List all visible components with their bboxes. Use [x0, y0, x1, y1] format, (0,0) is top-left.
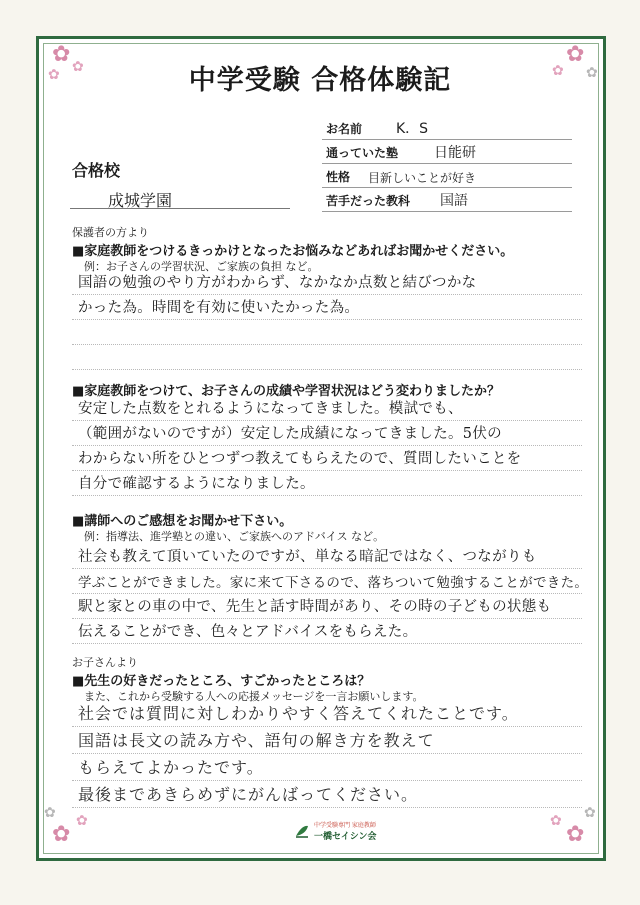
guardian-intro: 保護者の方より — [72, 226, 149, 239]
cherry-blossom-icon: ✿ — [76, 813, 88, 829]
info-table — [322, 116, 572, 212]
name-value: K．S — [396, 121, 429, 137]
cherry-blossom-icon: ✿ — [72, 59, 84, 75]
q3-heading: ■講師へのご感想をお聞かせ下さい。 — [72, 514, 293, 529]
juku-label: 通っていた塾 — [326, 146, 399, 160]
logo-tagline: 中学受験専門 家庭教師 — [314, 822, 376, 829]
q3-answer-line: 伝えることができ、色々とアドバイスをもらえた。 — [78, 624, 418, 640]
q4-answer-line: 社会では質問に対しわかりやすく答えてくれたことです。 — [78, 704, 519, 723]
q2-answer-line: わからない所をひとつずつ教えてもらえたので、質問したいことを — [78, 451, 522, 467]
info-row-juku — [322, 140, 572, 164]
q2-answer-line: （範囲がないのですが）安定した成績になってきました。5伏の — [78, 426, 502, 442]
info-row-name — [322, 116, 572, 140]
q3-example: 例：指導法、進学塾との違い、ご家族へのアドバイス など。 — [84, 530, 385, 543]
weak-subject-value: 国語 — [440, 193, 468, 209]
q3-answer — [72, 544, 589, 644]
q1-answer-line: かった為。時間を有効に使いたかった為。 — [78, 300, 360, 316]
q3-answer-line: 駅と家との車の中で、先生と話す時間があり、その時の子どもの状態も — [78, 599, 552, 615]
leaf-logo-icon — [294, 823, 310, 839]
cherry-blossom-icon: ✿ — [52, 42, 71, 67]
q4-answer-line: もらえてよかったです。 — [78, 758, 264, 777]
q3-answer-line: 社会も教えて頂いていたのですが、単なる暗記ではなく、つながりも — [78, 549, 537, 565]
cherry-blossom-icon: ✿ — [566, 822, 585, 847]
personality-value: 目新しいことが好き — [368, 171, 477, 185]
cherry-blossom-icon: ✿ — [44, 805, 56, 821]
cherry-blossom-icon: ✿ — [586, 65, 598, 81]
school-underline — [70, 208, 290, 209]
q1-answer — [72, 270, 582, 370]
personality-label: 性格 — [326, 170, 351, 184]
cherry-blossom-icon: ✿ — [566, 42, 585, 67]
q4-answer-line: 国語は長文の読み方や、語句の解き方を教えて — [78, 731, 435, 750]
q1-answer-line: 国語の勉強のやり方がわからず、なかなか点数と結びつかな — [78, 275, 477, 291]
q1-heading: ■家庭教師をつけるきっかけとなったお悩みなどあればお聞かせください。 — [72, 244, 514, 259]
q2-answer-line: 自分で確認するようになりました。 — [78, 476, 315, 492]
cherry-blossom-icon: ✿ — [550, 813, 562, 829]
company-logo — [290, 820, 380, 842]
logo-name: 一橋セイシン会 — [314, 832, 377, 842]
q2-heading: ■家庭教師をつけて、お子さんの成績や学習状況はどう変わりましたか？ — [72, 384, 501, 399]
school-label: 合格校 — [72, 161, 121, 180]
school-value: 成城学園 — [108, 191, 173, 210]
child-intro: お子さんより — [72, 656, 138, 669]
cherry-blossom-icon: ✿ — [584, 805, 596, 821]
q4-answer-line: 最後まであきらめずにがんばってください。 — [78, 785, 419, 804]
name-label: お名前 — [326, 122, 363, 136]
q4-answer — [72, 700, 582, 808]
cherry-blossom-icon: ✿ — [52, 822, 71, 847]
q1-example: 例：お子さんの学習状況、ご家族の負担 など。 — [84, 260, 319, 273]
cherry-blossom-icon: ✿ — [48, 67, 60, 83]
page-title: 中学受験 合格体験記 — [188, 65, 452, 96]
q4-heading: ■先生の好きだったところ、すごかったところは？ — [72, 674, 371, 689]
q3-answer-line: 学ぶことができました。家に来て下さるので、落ちついて勉強することができた。 — [78, 575, 589, 591]
weak-subject-label: 苦手だった教科 — [326, 194, 411, 208]
info-row-weak-subject — [322, 188, 572, 212]
cherry-blossom-icon: ✿ — [552, 63, 564, 79]
q4-subheading: また、これから受験する人への応援メッセージを一言お願いします。 — [84, 690, 424, 703]
juku-value: 日能研 — [434, 145, 476, 161]
q2-answer — [72, 396, 582, 496]
info-row-personality — [322, 164, 572, 188]
q2-answer-line: 安定した点数をとれるようになってきました。模試でも、 — [78, 401, 463, 417]
